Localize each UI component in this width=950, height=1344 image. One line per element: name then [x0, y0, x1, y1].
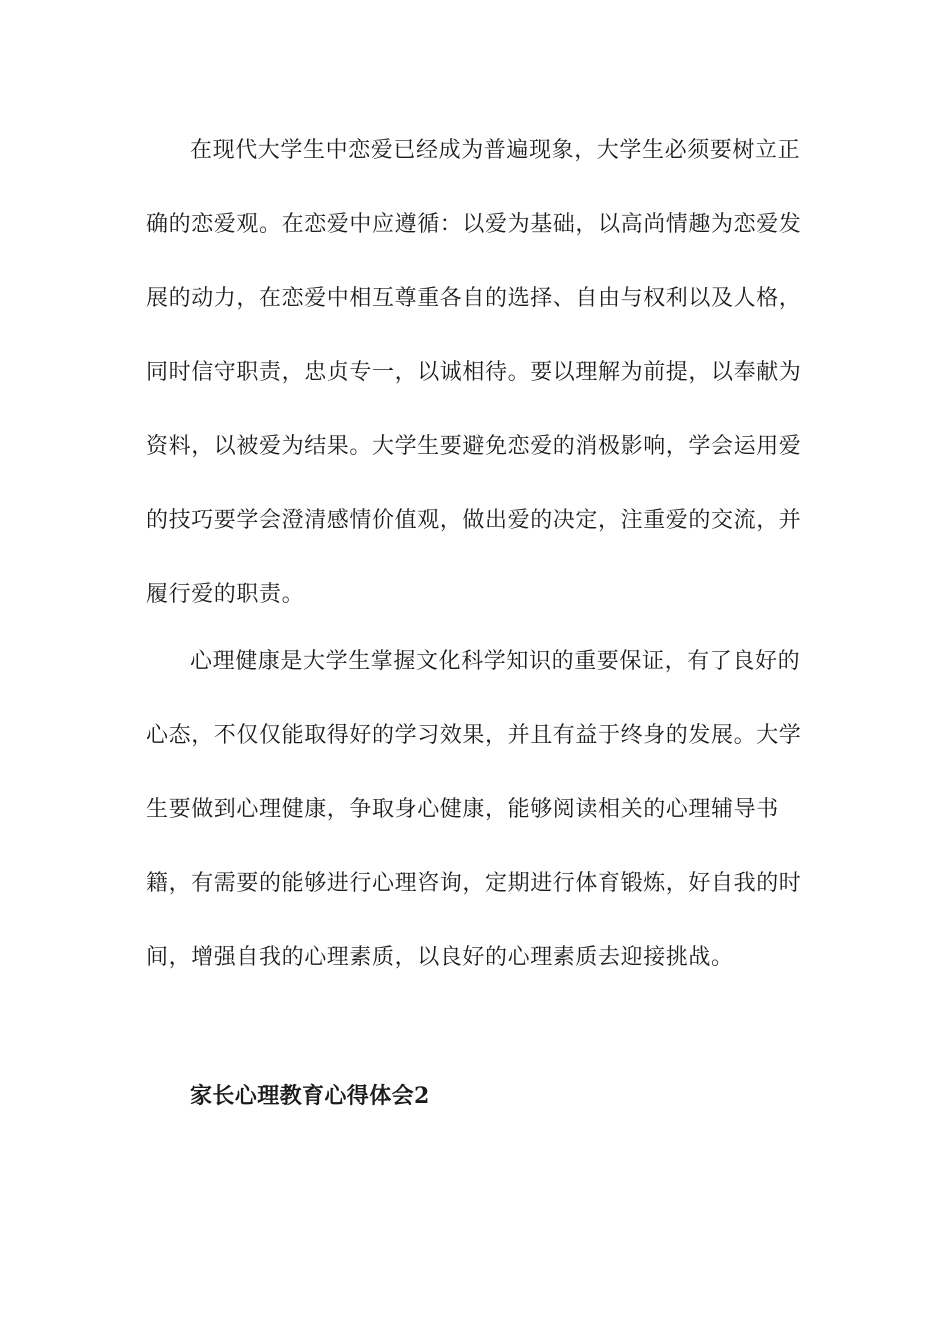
section-heading: 家长心理教育心得体会2	[190, 1083, 430, 1109]
paragraph-line: 间，增强自我的心理素质，以良好的心理素质去迎接挑战。	[146, 945, 734, 970]
paragraph-line: 资料，以被爱为结果。大学生要避免恋爱的消极影响，学会运用爱	[146, 434, 802, 459]
paragraph-line: 履行爱的职责。	[146, 582, 305, 607]
paragraph-line: 籍，有需要的能够进行心理咨询，定期进行体育锻炼，好自我的时	[146, 871, 802, 896]
paragraph-line: 在现代大学生中恋爱已经成为普遍现象，大学生必须要树立正	[190, 138, 801, 163]
paragraph-line: 的技巧要学会澄清感情价值观，做出爱的决定，注重爱的交流，并	[146, 508, 802, 533]
paragraph-line: 同时信守职责，忠贞专一，以诚相待。要以理解为前提，以奉献为	[146, 360, 802, 385]
paragraph-love-view	[146, 138, 802, 658]
paragraph-mental-health	[146, 649, 802, 1021]
paragraph-line: 生要做到心理健康，争取身心健康，能够阅读相关的心理辅导书	[146, 797, 779, 822]
paragraph-line: 确的恋爱观。在恋爱中应遵循：以爱为基础，以高尚情趣为恋爱发	[146, 212, 802, 237]
paragraph-line: 心理健康是大学生掌握文化科学知识的重要保证，有了良好的	[190, 649, 801, 674]
paragraph-line: 展的动力，在恋爱中相互尊重各自的选择、自由与权利以及人格，	[146, 286, 802, 311]
paragraph-line: 心态，不仅仅能取得好的学习效果，并且有益于终身的发展。大学	[146, 723, 802, 748]
